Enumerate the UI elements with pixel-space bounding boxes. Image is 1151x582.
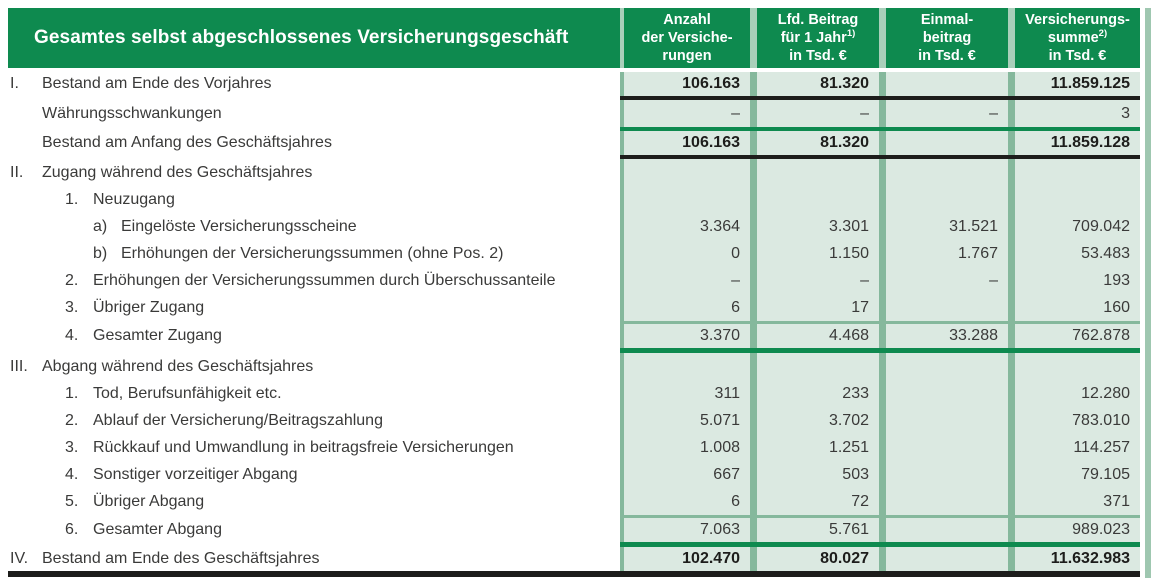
value-cell-einmalbeitrag: – <box>886 267 1008 294</box>
value-cell-einmalbeitrag <box>886 353 1008 380</box>
column-header-line: für 1 Jahr$^{1)}$ <box>780 28 856 46</box>
column-separator <box>1008 434 1015 461</box>
column-header-line: beitrag <box>922 30 972 46</box>
value-cell-anzahl: 7.063 <box>624 518 750 542</box>
row-number: a) <box>93 217 108 235</box>
value-cell-einmalbeitrag <box>886 380 1008 407</box>
column-separator <box>1008 380 1015 407</box>
value-cell-einmalbeitrag <box>886 186 1008 213</box>
value-cell-anzahl: 1.008 <box>624 434 750 461</box>
row-number: b) <box>93 244 108 262</box>
column-header-anzahl <box>624 8 750 68</box>
column-header-versicherungssumme <box>1015 8 1140 68</box>
row-label <box>8 380 620 407</box>
column-separator <box>1008 407 1015 434</box>
row-label-text: Abgang während des Geschäftsjahres <box>42 357 314 375</box>
row-label <box>8 518 620 542</box>
table-row <box>8 186 1140 213</box>
value-cell-lfd-beitrag <box>757 186 879 213</box>
value-cell-anzahl <box>624 159 750 186</box>
value-cell-lfd-beitrag: 3.702 <box>757 407 879 434</box>
row-label-text: Erhöhungen der Versicherungssummen durch Überschussanteile <box>93 271 556 289</box>
column-separator <box>750 324 757 348</box>
column-separator <box>750 213 757 240</box>
row-label <box>8 267 620 294</box>
row-number: 4. <box>65 465 79 483</box>
value-cell-anzahl: – <box>624 100 750 127</box>
value-cell-versicherungssumme: 11.859.125 <box>1015 72 1140 96</box>
row-label <box>8 434 620 461</box>
table-row <box>8 213 1140 240</box>
value-cell-versicherungssumme: 53.483 <box>1015 240 1140 267</box>
footnote-marker: 2) <box>1098 28 1108 40</box>
value-cell-versicherungssumme <box>1015 186 1140 213</box>
column-separator <box>1008 159 1015 186</box>
column-header-lfd-beitrag <box>757 8 879 68</box>
column-header-line: in Tsd. € <box>918 48 976 64</box>
value-cell-einmalbeitrag <box>886 518 1008 542</box>
value-cell-anzahl: 106.163 <box>624 72 750 96</box>
column-separator <box>879 294 886 321</box>
value-cell-lfd-beitrag: 5.761 <box>757 518 879 542</box>
row-label-text: Gesamter Abgang <box>93 521 222 538</box>
value-cell-versicherungssumme: 11.632.983 <box>1015 547 1140 571</box>
row-label-text: Sonstiger vorzeitiger Abgang <box>93 465 298 483</box>
column-header-line: Lfd. Beitrag <box>777 12 859 28</box>
value-cell-versicherungssumme: 762.878 <box>1015 324 1140 348</box>
column-separator <box>1008 186 1015 213</box>
column-separator <box>879 547 886 571</box>
row-label <box>8 461 620 488</box>
column-separator <box>879 434 886 461</box>
column-separator <box>879 461 886 488</box>
column-separator <box>750 518 757 542</box>
column-separator <box>750 131 757 155</box>
column-separator <box>750 267 757 294</box>
row-label <box>8 547 620 571</box>
row-number: 2. <box>65 411 79 429</box>
row-label <box>8 294 620 321</box>
column-separator <box>879 324 886 348</box>
table-row <box>8 240 1140 267</box>
value-cell-lfd-beitrag: 1.150 <box>757 240 879 267</box>
row-label-text: Währungsschwankungen <box>42 104 222 122</box>
value-cell-lfd-beitrag <box>757 159 879 186</box>
row-label-text: Bestand am Anfang des Geschäftsjahres <box>42 134 332 151</box>
column-separator <box>1008 547 1015 571</box>
column-separator <box>750 186 757 213</box>
value-cell-lfd-beitrag: 72 <box>757 488 879 515</box>
row-label-text: Rückkauf und Umwandlung in beitragsfreie Versicherungen <box>93 438 514 456</box>
value-cell-einmalbeitrag <box>886 131 1008 155</box>
column-separator <box>879 240 886 267</box>
column-separator <box>1008 240 1015 267</box>
value-cell-anzahl <box>624 186 750 213</box>
footnote-marker: 1) <box>846 28 856 40</box>
table-row <box>8 434 1140 461</box>
value-cell-lfd-beitrag: 3.301 <box>757 213 879 240</box>
value-cell-einmalbeitrag <box>886 488 1008 515</box>
value-cell-anzahl <box>624 353 750 380</box>
row-number: II. <box>10 163 24 181</box>
value-cell-versicherungssumme: 193 <box>1015 267 1140 294</box>
row-label-text: Tod, Berufsunfähigkeit etc. <box>93 384 282 402</box>
value-cell-versicherungssumme: 371 <box>1015 488 1140 515</box>
column-separator <box>750 547 757 571</box>
value-cell-versicherungssumme <box>1015 159 1140 186</box>
value-cell-anzahl: 667 <box>624 461 750 488</box>
table-bottom-rule <box>8 571 1140 577</box>
column-header-line: in Tsd. € <box>1048 48 1107 64</box>
value-cell-lfd-beitrag: 81.320 <box>757 72 879 96</box>
column-separator <box>879 518 886 542</box>
value-cell-anzahl: 5.071 <box>624 407 750 434</box>
table-header-row <box>8 8 1140 68</box>
value-cell-versicherungssumme: 12.280 <box>1015 380 1140 407</box>
row-label <box>8 100 620 127</box>
value-cell-einmalbeitrag <box>886 294 1008 321</box>
column-separator <box>1008 131 1015 155</box>
page-edge-strip <box>1145 8 1151 578</box>
column-separator <box>1008 267 1015 294</box>
row-label-text: Übriger Zugang <box>93 298 205 316</box>
row-label <box>8 353 620 380</box>
column-separator <box>750 72 757 96</box>
column-separator <box>750 100 757 127</box>
row-label-text: Übriger Abgang <box>93 492 205 510</box>
row-label-text: Ablauf der Versicherung/Beitragszahlung <box>93 411 383 429</box>
value-cell-anzahl: 311 <box>624 380 750 407</box>
value-cell-lfd-beitrag <box>757 353 879 380</box>
row-number: 1. <box>65 384 79 402</box>
row-number: IV. <box>10 550 29 567</box>
table-row <box>8 488 1140 515</box>
table-row <box>8 267 1140 294</box>
column-header-line: in Tsd. € <box>789 48 847 64</box>
column-separator <box>1008 518 1015 542</box>
column-separator <box>1008 488 1015 515</box>
column-separator <box>879 380 886 407</box>
value-cell-lfd-beitrag: 233 <box>757 380 879 407</box>
column-header-line: Anzahl <box>663 12 711 28</box>
column-separator <box>750 380 757 407</box>
table-row <box>8 324 1140 348</box>
column-separator <box>750 488 757 515</box>
insurance-portfolio-table <box>8 8 1140 577</box>
column-header-einmalbeitrag <box>886 8 1008 68</box>
row-label-text: Neuzugang <box>93 190 175 208</box>
row-number: 4. <box>65 327 79 344</box>
row-label <box>8 488 620 515</box>
value-cell-lfd-beitrag: 81.320 <box>757 131 879 155</box>
value-cell-lfd-beitrag: 17 <box>757 294 879 321</box>
row-number: 3. <box>65 438 79 456</box>
row-label <box>8 159 620 186</box>
value-cell-anzahl: 3.370 <box>624 324 750 348</box>
value-cell-einmalbeitrag <box>886 434 1008 461</box>
table-row <box>8 407 1140 434</box>
row-number: 3. <box>65 298 79 316</box>
value-cell-einmalbeitrag: – <box>886 100 1008 127</box>
row-label-text: Bestand am Ende des Vorjahres <box>42 75 272 92</box>
table-row <box>8 131 1140 155</box>
table-row <box>8 380 1140 407</box>
value-cell-einmalbeitrag <box>886 72 1008 96</box>
row-number: III. <box>10 357 28 375</box>
value-cell-versicherungssumme: 709.042 <box>1015 213 1140 240</box>
column-separator <box>750 434 757 461</box>
row-label <box>8 186 620 213</box>
row-label-text: Bestand am Ende des Geschäftsjahres <box>42 550 320 567</box>
column-header-line: summe$^{2)}$ <box>1047 28 1108 46</box>
value-cell-anzahl: 3.364 <box>624 213 750 240</box>
column-separator <box>1008 353 1015 380</box>
value-cell-versicherungssumme: 11.859.128 <box>1015 131 1140 155</box>
row-label <box>8 240 620 267</box>
row-number: 2. <box>65 271 79 289</box>
column-separator <box>750 294 757 321</box>
table-title: Gesamtes selbst abgeschlossenes Versicherungsgeschäft <box>8 8 620 68</box>
table-row <box>8 100 1140 127</box>
header-separator <box>750 8 757 68</box>
column-separator <box>879 100 886 127</box>
value-cell-lfd-beitrag: – <box>757 100 879 127</box>
table-row <box>8 159 1140 186</box>
column-separator <box>750 407 757 434</box>
column-separator <box>1008 72 1015 96</box>
column-separator <box>879 186 886 213</box>
column-separator <box>879 267 886 294</box>
column-separator <box>1008 461 1015 488</box>
row-label-text: Gesamter Zugang <box>93 327 222 344</box>
value-cell-einmalbeitrag: 31.521 <box>886 213 1008 240</box>
header-separator <box>879 8 886 68</box>
value-cell-einmalbeitrag: 33.288 <box>886 324 1008 348</box>
value-cell-anzahl: 6 <box>624 294 750 321</box>
column-separator <box>750 159 757 186</box>
value-cell-lfd-beitrag: 503 <box>757 461 879 488</box>
value-cell-lfd-beitrag: 80.027 <box>757 547 879 571</box>
column-separator <box>879 488 886 515</box>
value-cell-anzahl: 0 <box>624 240 750 267</box>
row-number: I. <box>10 75 19 92</box>
row-label-text: Erhöhungen der Versicherungssummen (ohne Pos. 2) <box>121 244 504 262</box>
table-body <box>8 72 1140 571</box>
column-separator <box>750 353 757 380</box>
column-separator <box>1008 213 1015 240</box>
column-separator <box>1008 294 1015 321</box>
value-cell-versicherungssumme: 783.010 <box>1015 407 1140 434</box>
column-separator <box>879 213 886 240</box>
value-cell-einmalbeitrag: 1.767 <box>886 240 1008 267</box>
value-cell-versicherungssumme: 3 <box>1015 100 1140 127</box>
table-row <box>8 461 1140 488</box>
value-cell-einmalbeitrag <box>886 461 1008 488</box>
column-header-line: Versicherungs- <box>1025 12 1130 28</box>
column-separator <box>879 407 886 434</box>
table-row <box>8 547 1140 571</box>
column-header-line: der Versiche- <box>641 30 733 46</box>
table-row <box>8 294 1140 321</box>
table-row <box>8 72 1140 96</box>
value-cell-anzahl: 6 <box>624 488 750 515</box>
row-label <box>8 213 620 240</box>
row-label <box>8 72 620 96</box>
value-cell-lfd-beitrag: 4.468 <box>757 324 879 348</box>
value-cell-versicherungssumme: 160 <box>1015 294 1140 321</box>
value-cell-anzahl: – <box>624 267 750 294</box>
column-separator <box>1008 100 1015 127</box>
value-cell-einmalbeitrag <box>886 159 1008 186</box>
table-row <box>8 518 1140 542</box>
table-row <box>8 353 1140 380</box>
column-separator <box>879 72 886 96</box>
column-separator <box>879 353 886 380</box>
value-cell-lfd-beitrag: 1.251 <box>757 434 879 461</box>
row-number: 5. <box>65 492 79 510</box>
column-separator <box>879 131 886 155</box>
row-label <box>8 407 620 434</box>
row-number: 6. <box>65 521 79 538</box>
row-label <box>8 131 620 155</box>
row-label-text: Zugang während des Geschäftsjahres <box>42 163 313 181</box>
column-header-line: Einmal- <box>920 12 974 28</box>
value-cell-versicherungssumme: 114.257 <box>1015 434 1140 461</box>
column-separator <box>750 461 757 488</box>
header-separator <box>1008 8 1015 68</box>
value-cell-anzahl: 106.163 <box>624 131 750 155</box>
row-label-text: Eingelöste Versicherungsscheine <box>121 217 357 235</box>
column-separator <box>879 159 886 186</box>
row-number: 1. <box>65 190 79 208</box>
value-cell-versicherungssumme: 79.105 <box>1015 461 1140 488</box>
value-cell-anzahl: 102.470 <box>624 547 750 571</box>
value-cell-einmalbeitrag <box>886 407 1008 434</box>
column-separator <box>1008 324 1015 348</box>
value-cell-einmalbeitrag <box>886 547 1008 571</box>
row-label <box>8 324 620 348</box>
value-cell-versicherungssumme: 989.023 <box>1015 518 1140 542</box>
column-separator <box>750 240 757 267</box>
column-header-line: rungen <box>662 48 712 64</box>
value-cell-lfd-beitrag: – <box>757 267 879 294</box>
value-cell-versicherungssumme <box>1015 353 1140 380</box>
